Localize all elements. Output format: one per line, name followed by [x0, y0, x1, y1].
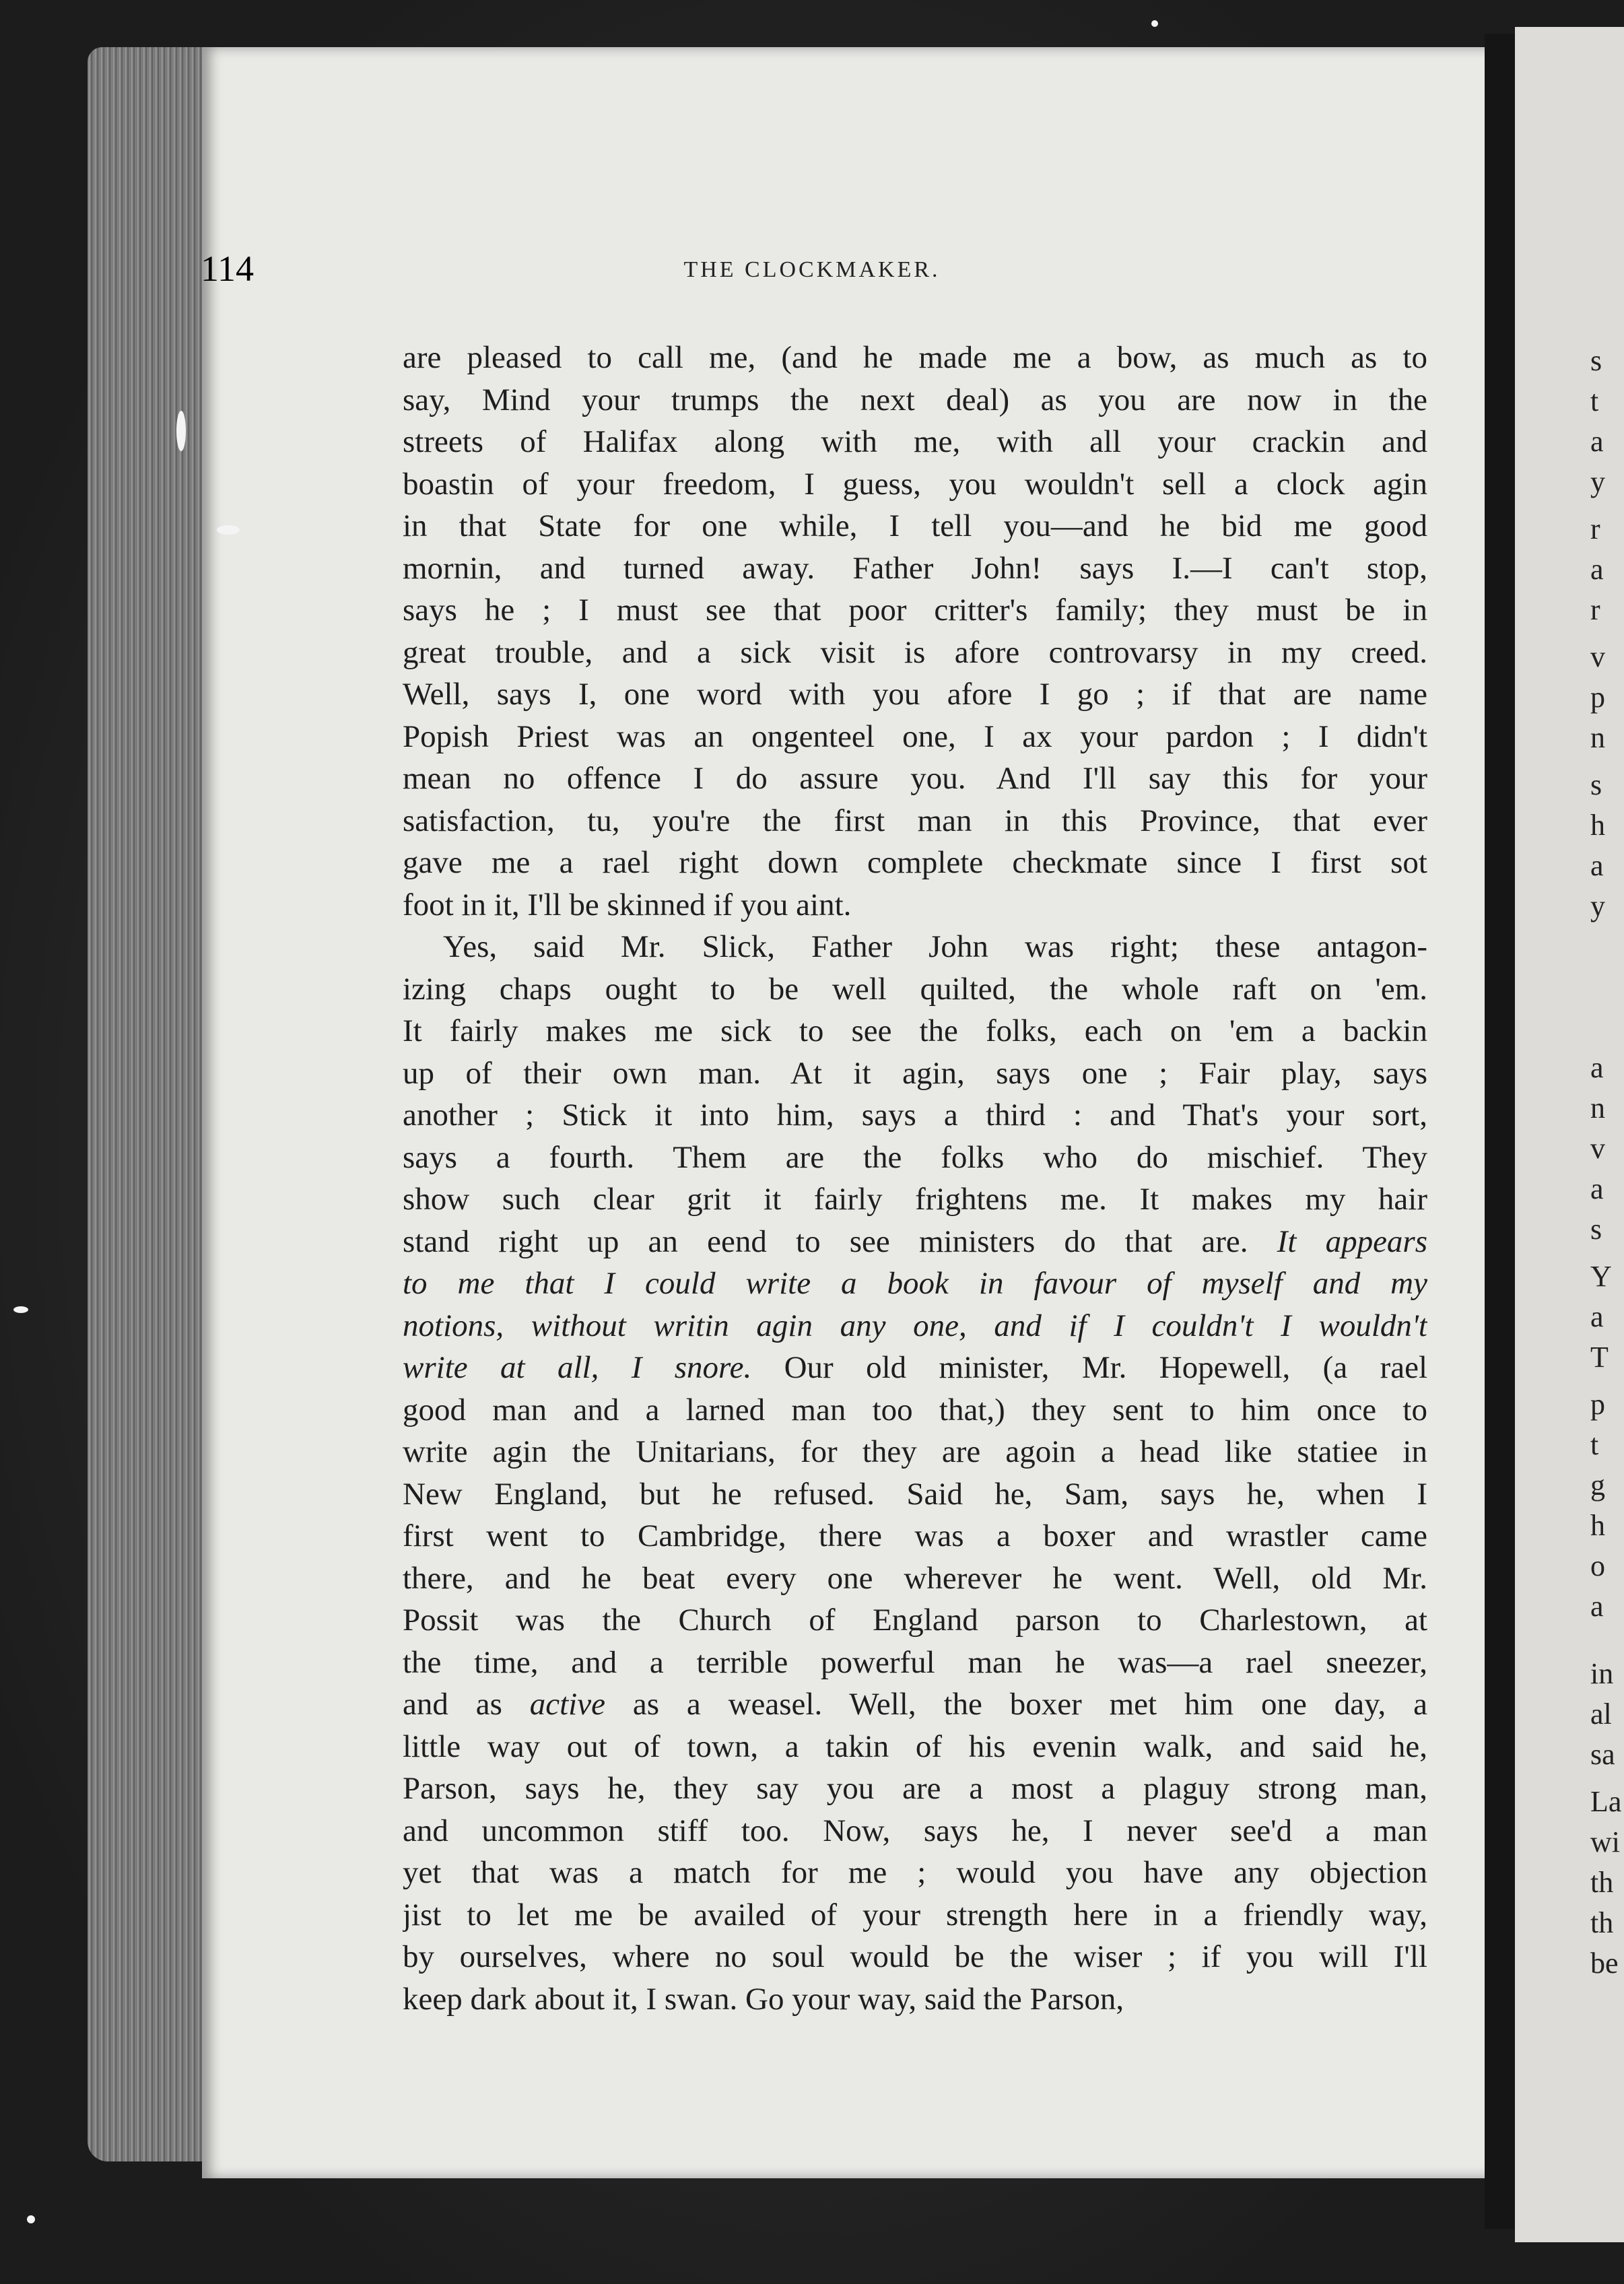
text-run: there, and he beat every one wherever he went. Well, old Mr.	[403, 1560, 1427, 1596]
facing-page-fragment: a	[1590, 849, 1604, 882]
text-line	[403, 1726, 1427, 1768]
text-line	[403, 463, 1427, 506]
text-run: says he ; I must see that poor critter's family; they must be in	[403, 593, 1427, 628]
text-run: Possit was the Church of England parson to Charlestown, at	[403, 1603, 1427, 1638]
facing-page-fragment: v	[1590, 640, 1605, 673]
facing-page-fragment: al	[1590, 1698, 1612, 1731]
facing-page-fragment: a	[1590, 425, 1604, 458]
text-line	[403, 1178, 1427, 1221]
text-run: jist to let me be availed of your strength here in a friendly way,	[403, 1897, 1427, 1933]
text-line	[403, 1305, 1427, 1347]
text-line	[403, 1137, 1427, 1179]
text-line	[403, 1221, 1427, 1263]
text-run: Our old minister, Mr. Hopewell, (a rael	[784, 1350, 1427, 1385]
facing-page-fragment: sa	[1590, 1738, 1615, 1771]
text-run: yet that was a match for me ; would you have any objection	[403, 1855, 1427, 1890]
text-run: in that State for one while, I tell you—and he bid me good	[403, 508, 1427, 543]
text-run: say, Mind your trumps the next deal) as you are now in the	[403, 382, 1427, 417]
scan-speck	[217, 525, 240, 535]
text-run: great trouble, and a sick visit is afore controvarsy in my creed.	[403, 634, 1427, 670]
text-line	[403, 1894, 1427, 1937]
text-run: Parson, says he, they say you are a most a plaguy strong man,	[403, 1771, 1427, 1806]
facing-page-fragment: t	[1590, 384, 1599, 417]
facing-page-fragment: th	[1590, 1906, 1614, 1939]
italic-text: write at all, I snore.	[403, 1350, 752, 1385]
page-number: 114	[201, 248, 254, 289]
scan-speck	[27, 2215, 35, 2223]
text-line	[403, 1936, 1427, 1978]
facing-page-fragment: s	[1590, 1213, 1602, 1246]
text-run: Yes, said Mr. Slick, Father John was right; these antagon-	[443, 929, 1427, 964]
text-line	[403, 1852, 1427, 1894]
text-line	[403, 800, 1427, 842]
text-line	[403, 968, 1427, 1011]
text-run: It fairly makes me sick to see the folks, each on 'em a backin	[403, 1013, 1427, 1048]
facing-page-fragment: a	[1590, 1590, 1604, 1623]
text-run: stand right up an eend to see ministers do that are.	[403, 1223, 1248, 1259]
text-line	[403, 1642, 1427, 1684]
text-run: little way out of town, a takin of his evenin walk, and said he,	[403, 1728, 1427, 1764]
text-run: says a fourth. Them are the folks who do mischief. They	[403, 1139, 1427, 1175]
text-run: boastin of your freedom, I guess, you wouldn't sell a clock agin	[403, 466, 1427, 502]
facing-page-fragment: g	[1590, 1469, 1605, 1502]
text-run: Popish Priest was an ongenteel one, I ax your pardon ; I didn't	[403, 718, 1427, 754]
text-line	[403, 421, 1427, 463]
text-line	[403, 1599, 1427, 1642]
facing-page-fragment: in	[1590, 1657, 1614, 1690]
text-line	[403, 1473, 1427, 1516]
text-run: Well, says I, one word with you afore I go ; if that are name	[403, 677, 1427, 712]
text-line	[403, 1515, 1427, 1557]
facing-page-fragment: a	[1590, 1051, 1604, 1084]
text-line	[403, 673, 1427, 716]
text-line	[403, 1810, 1427, 1852]
text-run: New England, but he refused. Said he, Sam, says he, when I	[403, 1476, 1427, 1512]
facing-page-fragment: p	[1590, 1388, 1605, 1421]
text-run: show such clear grit it fairly frightens me. It makes my hair	[403, 1182, 1427, 1217]
scan-speck	[1151, 20, 1158, 27]
scan-speck	[176, 411, 186, 451]
text-run: are pleased to call me, (and he made me a bow, as much as to	[403, 340, 1427, 375]
facing-page-fragment: s	[1590, 768, 1602, 801]
text-run: and as	[403, 1687, 502, 1722]
facing-page-fragment: th	[1590, 1866, 1614, 1899]
facing-page-fragment: a	[1590, 1172, 1604, 1205]
italic-text: active	[529, 1687, 605, 1722]
text-line	[403, 337, 1427, 379]
text-run: foot in it, I'll be skinned if you aint.	[403, 887, 852, 922]
facing-page-fragment: p	[1590, 681, 1605, 714]
text-line	[403, 716, 1427, 758]
text-run: satisfaction, tu, you're the first man in this Province, that ever	[403, 803, 1427, 838]
text-line	[403, 758, 1427, 800]
text-line	[403, 1557, 1427, 1600]
book-gutter	[1485, 34, 1515, 2229]
running-head: THE CLOCKMAKER.	[683, 257, 941, 282]
text-line	[403, 379, 1427, 422]
text-line	[403, 842, 1427, 884]
facing-page-fragment: o	[1590, 1549, 1605, 1582]
facing-page-fragment: t	[1590, 1428, 1599, 1461]
text-line	[403, 1431, 1427, 1473]
facing-page-fragment: y	[1590, 889, 1605, 922]
facing-page-fragment: T	[1590, 1341, 1609, 1374]
text-run: write agin the Unitarians, for they are agoin a head like statiee in	[403, 1434, 1427, 1469]
text-line	[403, 505, 1427, 547]
text-line	[403, 1768, 1427, 1810]
scan-speck	[13, 1306, 28, 1313]
text-line	[403, 1683, 1427, 1726]
text-run: mean no offence I do assure you. And I'll say this for your	[403, 761, 1427, 796]
text-run: mornin, and turned away. Father John! says I.—I can't stop,	[403, 550, 1427, 586]
text-line	[403, 1978, 1427, 2021]
text-run: keep dark about it, I swan. Go your way, said the Parson,	[403, 1981, 1124, 2017]
page-body-text	[403, 337, 1427, 2020]
facing-page-fragment: La	[1590, 1785, 1622, 1818]
italic-text: notions, without writin agin any one, and if I couldn't I wouldn't	[403, 1308, 1427, 1343]
facing-page-fragment: v	[1590, 1132, 1605, 1165]
text-line	[403, 1052, 1427, 1095]
facing-page-fragment: h	[1590, 809, 1605, 842]
text-run: up of their own man. At it agin, says one ; Fair play, says	[403, 1055, 1427, 1091]
text-run: good man and a larned man too that,) they sent to him once to	[403, 1392, 1427, 1428]
text-line	[403, 1347, 1427, 1389]
facing-page-fragment: y	[1590, 465, 1605, 498]
text-line	[403, 1010, 1427, 1052]
facing-page-fragment: r	[1590, 512, 1600, 545]
facing-page-fragment: Y	[1590, 1260, 1612, 1293]
text-line	[403, 1094, 1427, 1137]
text-line	[403, 926, 1427, 968]
text-line	[403, 589, 1427, 632]
facing-page-fragment: n	[1590, 1091, 1605, 1124]
italic-text: It appears	[1277, 1223, 1427, 1259]
text-run: as a weasel. Well, the boxer met him one day, a	[632, 1687, 1427, 1722]
text-run: by ourselves, where no soul would be the wiser ; if you will I'll	[403, 1939, 1427, 1974]
text-run: the time, and a terrible powerful man he was—a rael sneezer,	[403, 1644, 1427, 1680]
text-run: streets of Halifax along with me, with all your crackin and	[403, 424, 1427, 459]
text-line	[403, 1389, 1427, 1432]
text-line	[403, 884, 1427, 927]
facing-page-fragment: h	[1590, 1509, 1605, 1542]
text-run: another ; Stick it into him, says a third : and That's your sort,	[403, 1098, 1427, 1133]
text-run: first went to Cambridge, there was a boxer and wrastler came	[403, 1518, 1427, 1553]
text-run: gave me a rael right down complete checkmate since I first sot	[403, 845, 1427, 880]
facing-page-fragment: a	[1590, 1300, 1604, 1333]
italic-text: to me that I could write a book in favour of myself and my	[403, 1266, 1427, 1301]
facing-page-fragment: a	[1590, 553, 1604, 586]
text-line	[403, 632, 1427, 674]
facing-page-fragment: s	[1590, 344, 1602, 377]
text-run: and uncommon stiff too. Now, says he, I never see'd a man	[403, 1813, 1427, 1848]
facing-page-fragment: n	[1590, 721, 1605, 754]
text-run: izing chaps ought to be well quilted, the whole raft on 'em.	[403, 971, 1427, 1007]
text-line	[403, 1263, 1427, 1305]
facing-page-fragment: r	[1590, 593, 1600, 626]
text-line	[403, 547, 1427, 590]
facing-page-fragment: wi	[1590, 1825, 1620, 1858]
facing-page-fragment: be	[1590, 1947, 1619, 1980]
